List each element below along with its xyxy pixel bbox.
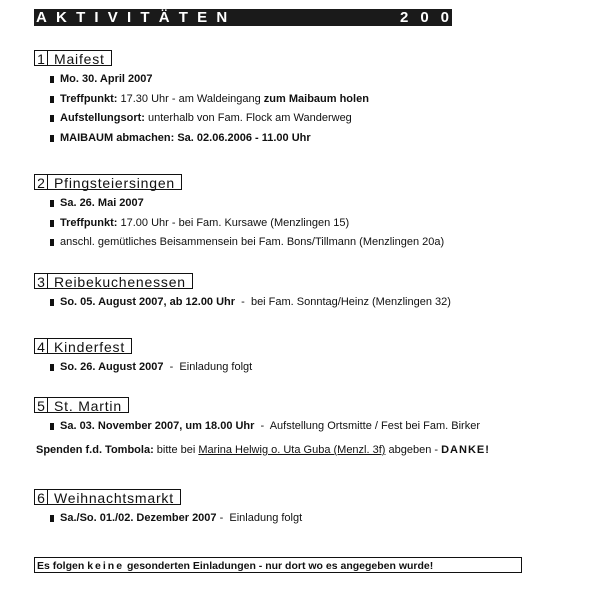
section-heading bbox=[34, 489, 302, 505]
section-name: Reibekuchenessen bbox=[48, 273, 193, 289]
section-name: Maifest bbox=[48, 50, 112, 66]
bullet-icon bbox=[50, 115, 54, 122]
section-name: Pfingsteiersingen bbox=[48, 174, 182, 190]
section-heading bbox=[34, 338, 252, 354]
section-maifest bbox=[34, 50, 369, 148]
section-number: 4 bbox=[34, 338, 48, 354]
bullet-icon bbox=[50, 96, 54, 103]
bullet-icon bbox=[50, 76, 54, 83]
section-heading bbox=[34, 397, 480, 413]
bullet-icon bbox=[50, 364, 54, 371]
section-name: Kinderfest bbox=[48, 338, 132, 354]
list-item: anschl. gemütliches Beisammensein bei Fam. Bons/Tillmann (Menzlingen 20a) bbox=[34, 233, 444, 253]
section-st-martin bbox=[34, 397, 480, 437]
section-reibekuchenessen bbox=[34, 273, 451, 313]
section-heading bbox=[34, 50, 369, 66]
section-number: 5 bbox=[34, 397, 48, 413]
list-item: Aufstellungsort: unterhalb von Fam. Flock am Wanderweg bbox=[34, 109, 369, 129]
section-kinderfest bbox=[34, 338, 252, 378]
list-item: Sa./So. 01./02. Dezember 2007 - Einladung folgt bbox=[34, 509, 302, 529]
footer-note: Es folgen keine gesonderten Einladungen - nur dort wo es angegeben wurde! bbox=[34, 557, 522, 573]
bullet-icon bbox=[50, 135, 54, 142]
section-number: 6 bbox=[34, 489, 48, 505]
spenden-note: Spenden f.d. Tombola: bitte bei Marina Helwig o. Uta Guba (Menzl. 3f) abgeben - DANKE! bbox=[36, 444, 490, 456]
contact-names: Marina Helwig o. Uta Guba (Menzl. 3f) bbox=[198, 444, 386, 456]
list-item: Treffpunkt: 17.30 Uhr - am Waldeingang zum Maibaum holen bbox=[34, 90, 369, 110]
bullet-icon bbox=[50, 299, 54, 306]
section-number: 2 bbox=[34, 174, 48, 190]
bullet-icon bbox=[50, 515, 54, 522]
section-weihnachtsmarkt bbox=[34, 489, 302, 529]
page-title: AKTIVITÄTEN bbox=[36, 9, 237, 26]
section-pfingsteiersingen bbox=[34, 174, 444, 253]
footer-emphasis: keine bbox=[87, 560, 125, 572]
section-heading bbox=[34, 174, 444, 190]
list-item: Mo. 30. April 2007 bbox=[34, 70, 369, 90]
bullet-icon bbox=[50, 239, 54, 246]
list-item: Treffpunkt: 17.00 Uhr - bei Fam. Kursawe (Menzlingen 15) bbox=[34, 214, 444, 234]
bullet-icon bbox=[50, 220, 54, 227]
list-item: Sa. 26. Mai 2007 bbox=[34, 194, 444, 214]
title-bar bbox=[34, 9, 482, 26]
section-name: St. Martin bbox=[48, 397, 129, 413]
section-heading bbox=[34, 273, 451, 289]
list-item: So. 26. August 2007 - Einladung folgt bbox=[34, 358, 252, 378]
section-name: Weihnachtsmarkt bbox=[48, 489, 181, 505]
list-item: MAIBAUM abmachen: Sa. 02.06.2006 - 11.00 Uhr bbox=[34, 129, 369, 149]
section-number: 3 bbox=[34, 273, 48, 289]
bullet-icon bbox=[50, 200, 54, 207]
list-item: Sa. 03. November 2007, um 18.00 Uhr - Aufstellung Ortsmitte / Fest bei Fam. Birker bbox=[34, 417, 480, 437]
section-number: 1 bbox=[34, 50, 48, 66]
page-year: 2007 bbox=[400, 9, 482, 26]
bullet-icon bbox=[50, 423, 54, 430]
list-item: So. 05. August 2007, ab 12.00 Uhr - bei Fam. Sonntag/Heinz (Menzlingen 32) bbox=[34, 293, 451, 313]
